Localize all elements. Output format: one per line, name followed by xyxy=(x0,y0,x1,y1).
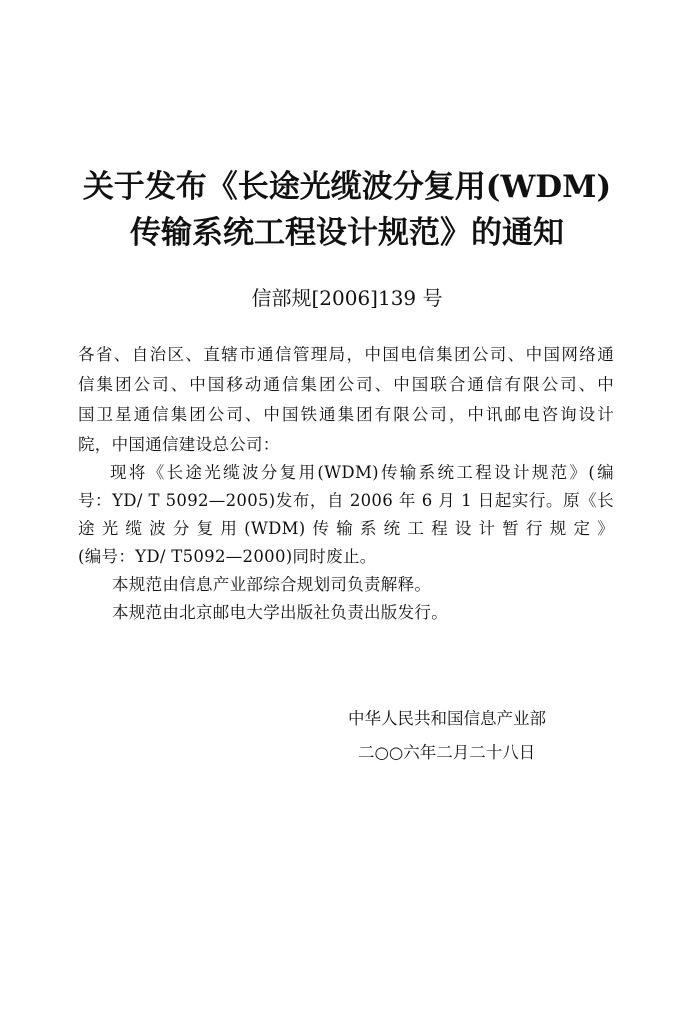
notice-title-line-2: 传输系统工程设计规范》的通知 xyxy=(130,215,564,251)
notice-title-line-1: 关于发布《长途光缆波分复用(WDM) xyxy=(82,169,612,205)
paragraph-line: (编号：YD/ T5092—2000)同时废止。 xyxy=(78,547,377,566)
paragraph-line: 各省、自治区、直辖市通信管理局，中国电信集团公司、中国网络通 xyxy=(78,345,614,364)
document-number: 信部规[2006]139 号 xyxy=(251,286,443,310)
paragraph-line: 途光缆波分复用(WDM)传输系统工程设计暂行规定》 xyxy=(78,519,614,538)
paragraph-line: 信集团公司、中国移动通信集团公司、中国联合通信有限公司、中 xyxy=(78,375,614,394)
paragraph-line: 院，中国通信建设总公司： xyxy=(78,435,280,454)
paragraph-line: 本规范由信息产业部综合规划司负责解释。 xyxy=(112,575,432,594)
paragraph-line: 现将《长途光缆波分复用(WDM)传输系统工程设计规范》(编 xyxy=(110,463,614,482)
paragraph-line: 号：YD/ T 5092—2005)发布，自 2006 年 6 月 1 日起实行。原《长 xyxy=(78,491,614,510)
issue-date: 二○○六年二月二十八日 xyxy=(358,743,536,762)
paragraph-line: 本规范由北京邮电大学出版社负责出版发行。 xyxy=(112,603,448,622)
issuer-signature: 中华人民共和国信息产业部 xyxy=(348,709,546,728)
paragraph-line: 国卫星通信集团公司、中国铁通集团有限公司，中讯邮电咨询设计 xyxy=(78,405,614,424)
